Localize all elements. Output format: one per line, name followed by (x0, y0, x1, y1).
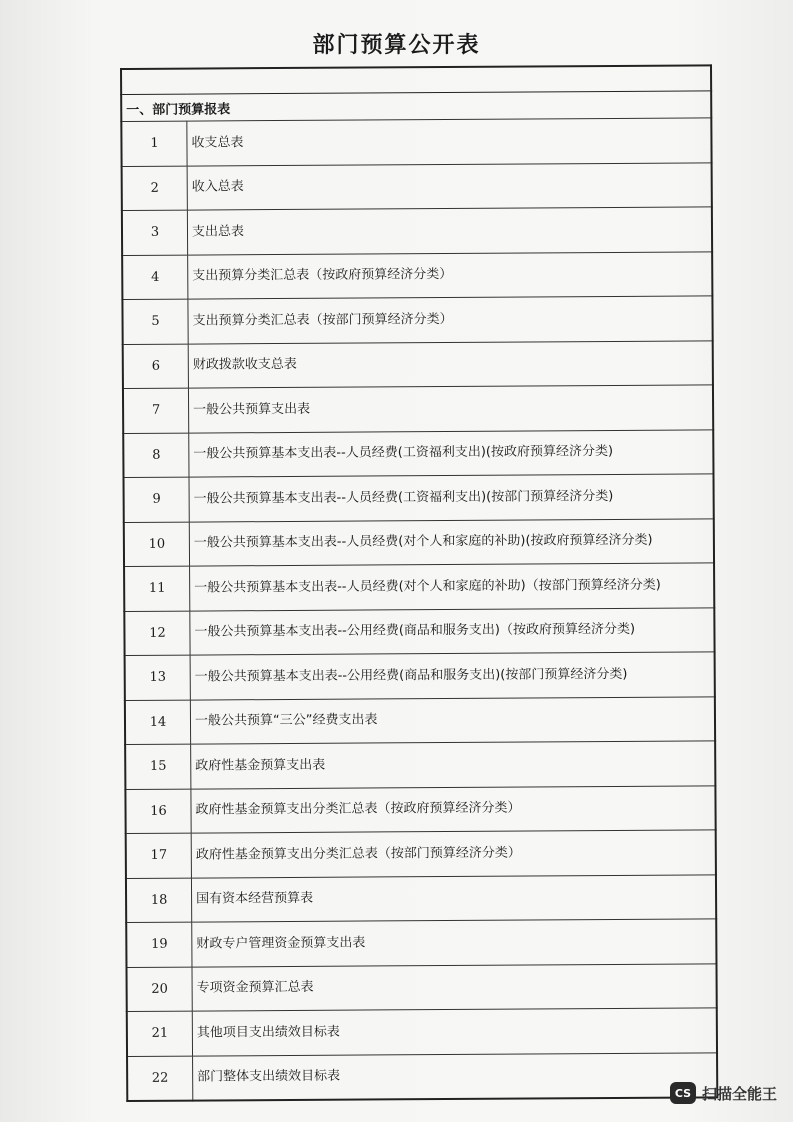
watermark-text: 扫描全能王 (701, 1084, 777, 1103)
table-row (127, 1008, 717, 1056)
table-row (126, 874, 716, 922)
row-number: 14 (125, 700, 191, 745)
row-number: 6 (123, 344, 189, 389)
table-row (127, 1052, 717, 1101)
budget-table (120, 64, 718, 1102)
table-row (124, 563, 714, 611)
row-number: 8 (123, 433, 189, 478)
row-number: 20 (126, 967, 192, 1012)
row-number: 1 (121, 121, 187, 166)
table-row (126, 963, 716, 1011)
row-table-name: 财政专户管理资金预算支出表 (192, 919, 717, 967)
table-row (123, 429, 713, 477)
section-heading: 一、部门预算报表 (121, 91, 711, 122)
scanner-watermark (670, 1082, 777, 1104)
table-row (122, 162, 712, 210)
row-number: 19 (126, 922, 192, 967)
row-number: 18 (126, 878, 192, 923)
row-number: 9 (124, 477, 190, 522)
row-table-name: 支出预算分类汇总表（按部门预算经济分类） (188, 296, 713, 344)
row-table-name: 收入总表 (187, 162, 712, 210)
row-number: 17 (126, 833, 192, 878)
table-row (126, 830, 716, 878)
row-number: 15 (125, 744, 191, 789)
row-table-name: 支出预算分类汇总表（按政府预算经济分类） (188, 251, 713, 299)
row-number: 5 (122, 299, 188, 344)
table-row (124, 607, 714, 655)
page-title: 部门预算公开表 (312, 33, 481, 58)
row-table-name: 政府性基金预算支出分类汇总表（按部门预算经济分类） (191, 830, 716, 878)
row-table-name: 一般公共预算基本支出表--人员经费(工资福利支出)(按部门预算经济分类) (189, 474, 714, 522)
table-row (125, 741, 715, 789)
table-row (125, 696, 715, 744)
row-number: 11 (124, 566, 190, 611)
table-row (121, 118, 711, 166)
table-row (125, 785, 715, 833)
row-number: 4 (122, 255, 188, 300)
row-number: 16 (125, 789, 191, 834)
row-table-name: 一般公共预算基本支出表--人员经费(工资福利支出)(按政府预算经济分类) (189, 429, 714, 477)
row-table-name: 其他项目支出绩效目标表 (192, 1008, 717, 1056)
table-row (125, 652, 715, 700)
row-table-name: 一般公共预算支出表 (188, 385, 713, 433)
row-table-name: 一般公共预算基本支出表--人员经费(对个人和家庭的补助)（按部门预算经济分类) (190, 563, 715, 611)
row-number: 7 (123, 388, 189, 433)
row-table-name: 国有资本经营预算表 (191, 874, 716, 922)
row-table-name: 部门整体支出绩效目标表 (193, 1052, 718, 1100)
row-number: 13 (125, 655, 191, 700)
row-table-name: 一般公共预算“三公”经费支出表 (190, 696, 715, 744)
row-number: 3 (122, 210, 188, 255)
table-row (122, 251, 712, 299)
table-row (124, 474, 714, 522)
table-row (122, 207, 712, 255)
row-table-name: 一般公共预算基本支出表--公用经费(商品和服务支出)(按部门预算经济分类) (190, 652, 715, 700)
row-number: 10 (124, 522, 190, 567)
table-row (123, 340, 713, 388)
row-table-name: 一般公共预算基本支出表--人员经费(对个人和家庭的补助)(按政府预算经济分类) (189, 518, 714, 566)
row-table-name: 专项资金预算汇总表 (192, 963, 717, 1011)
blank-cell (121, 65, 711, 94)
row-number: 2 (122, 166, 188, 211)
row-table-name: 支出总表 (187, 207, 712, 255)
table-header-blank-row (121, 65, 711, 94)
camscanner-logo-icon: CS (670, 1082, 696, 1104)
row-table-name: 政府性基金预算支出表 (191, 741, 716, 789)
table-row (126, 919, 716, 967)
row-number: 21 (127, 1011, 193, 1056)
row-number: 12 (124, 611, 190, 656)
row-table-name: 财政拨款收支总表 (188, 340, 713, 388)
section-row (121, 91, 711, 122)
row-table-name: 一般公共预算基本支出表--公用经费(商品和服务支出)（按政府预算经济分类) (190, 607, 715, 655)
row-table-name: 收支总表 (187, 118, 712, 166)
table-row (123, 385, 713, 433)
table-container (120, 64, 718, 1102)
row-number: 22 (127, 1056, 193, 1101)
table-row (122, 296, 712, 344)
row-table-name: 政府性基金预算支出分类汇总表（按政府预算经济分类） (191, 785, 716, 833)
table-row (124, 518, 714, 566)
